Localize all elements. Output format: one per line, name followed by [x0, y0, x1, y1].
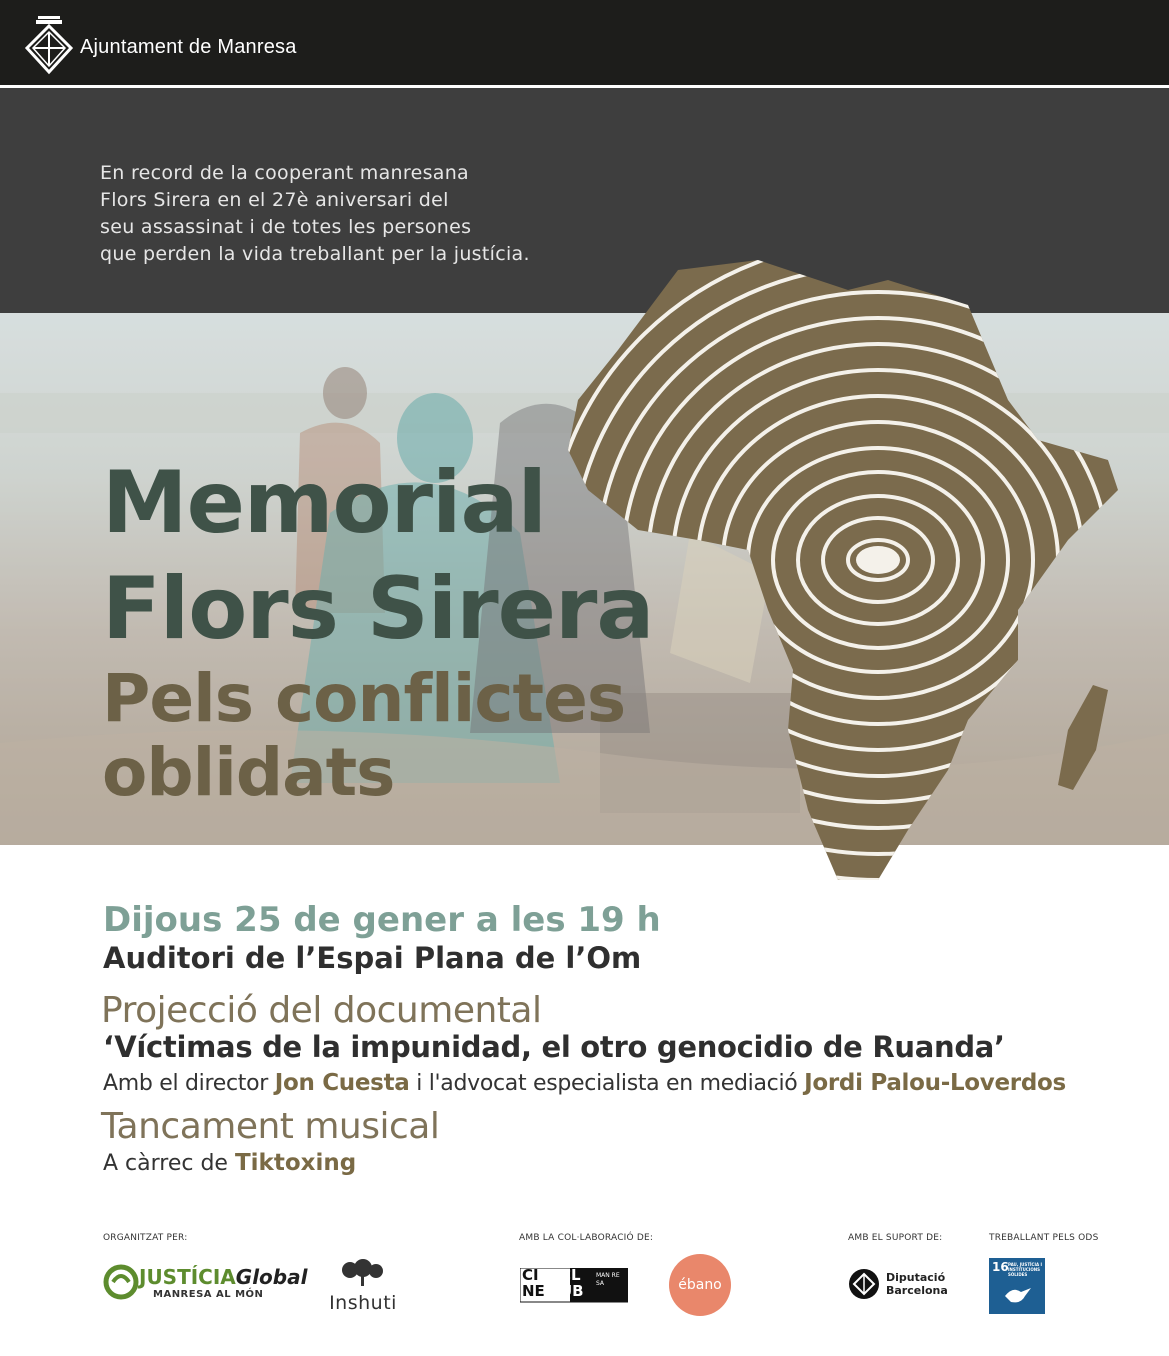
guests-middle: i l'advocat especialista en mediació: [409, 1071, 805, 1096]
diputacio-line-1: Diputació: [886, 1271, 946, 1284]
projection-heading: Projecció del documental: [101, 990, 542, 1031]
jg-word-2: Global: [235, 1264, 308, 1289]
subtitle-line-2: oblidats: [102, 734, 395, 811]
top-bar: [0, 0, 1169, 85]
justicia-global-logo: [103, 1262, 307, 1302]
event-title: [102, 450, 653, 810]
diputacio-logo: [848, 1268, 948, 1300]
intro-text: [100, 160, 530, 268]
director-name: Jon Cuesta: [274, 1070, 410, 1096]
ods-16-logo: [989, 1258, 1045, 1314]
event-date: Dijous 25 de gener a les 19 h: [103, 900, 661, 940]
guests-prefix: Amb el director: [103, 1071, 275, 1096]
ods-text: PAU, JUSTÍCIA I INSTITUCIONS SÒLIDES: [1008, 1262, 1042, 1277]
title-line-2: Flors Sirera: [102, 559, 654, 659]
ebano-name: ébano: [669, 1254, 731, 1316]
cineclub-logo: [520, 1268, 628, 1308]
jg-word-1: JUSTÍCIA: [139, 1264, 236, 1289]
diputacio-emblem-icon: [848, 1268, 880, 1300]
intro-line: Flors Sirera en el 27è aniversari del: [100, 189, 449, 211]
cineclub-side: MAN RE SA: [596, 1272, 620, 1287]
ebano-logo: [669, 1254, 731, 1316]
municipal-seal-icon: [24, 14, 74, 76]
musician-prefix: A càrrec de: [103, 1151, 235, 1176]
musician-line: [103, 1150, 356, 1176]
musician-name: Tiktoxing: [234, 1150, 357, 1176]
dove-icon: [1003, 1284, 1033, 1308]
intro-line: que perden la vida treballant per la justícia.: [100, 243, 530, 265]
event-venue: Auditori de l’Espai Plana de l’Om: [103, 941, 642, 975]
ods-number: 16: [992, 1260, 1009, 1274]
documentary-title: ‘Víctimas de la impunidad, el otro genocidio de Ruanda’: [103, 1030, 1005, 1064]
intro-line: En record de la cooperant manresana: [100, 162, 470, 184]
title-line-1: Memorial: [102, 453, 547, 553]
inshuti-logo: [328, 1258, 398, 1314]
inshuti-tree-icon: [328, 1258, 398, 1288]
guests-line: [103, 1070, 1066, 1096]
jg-subtitle: MANRESA AL MÓN: [153, 1288, 264, 1300]
intro-line: seu assassinat i de totes les persones: [100, 216, 472, 238]
cineclub-cell: NE: [522, 1282, 545, 1300]
collab-label: AMB LA COL·LABORACIÓ DE:: [519, 1233, 654, 1243]
org-name: Ajuntament de Manresa: [80, 36, 297, 58]
organized-label: ORGANITZAT PER:: [103, 1233, 188, 1243]
lawyer-name: Jordi Palou-Loverdos: [804, 1070, 1066, 1096]
cineclub-cell: CI: [522, 1266, 539, 1284]
cineclub-cell: UB: [560, 1282, 584, 1300]
diputacio-line-2: Barcelona: [886, 1284, 948, 1297]
ods-label: TREBALLANT PELS ODS: [989, 1233, 1099, 1243]
cineclub-cell: CL: [560, 1266, 581, 1284]
justicia-global-icon: [103, 1262, 139, 1302]
closing-heading: Tancament musical: [101, 1106, 440, 1147]
subtitle-line-1: Pels conflictes: [102, 660, 626, 737]
support-label: AMB EL SUPORT DE:: [848, 1233, 943, 1243]
inshuti-name: Inshuti: [329, 1292, 397, 1314]
